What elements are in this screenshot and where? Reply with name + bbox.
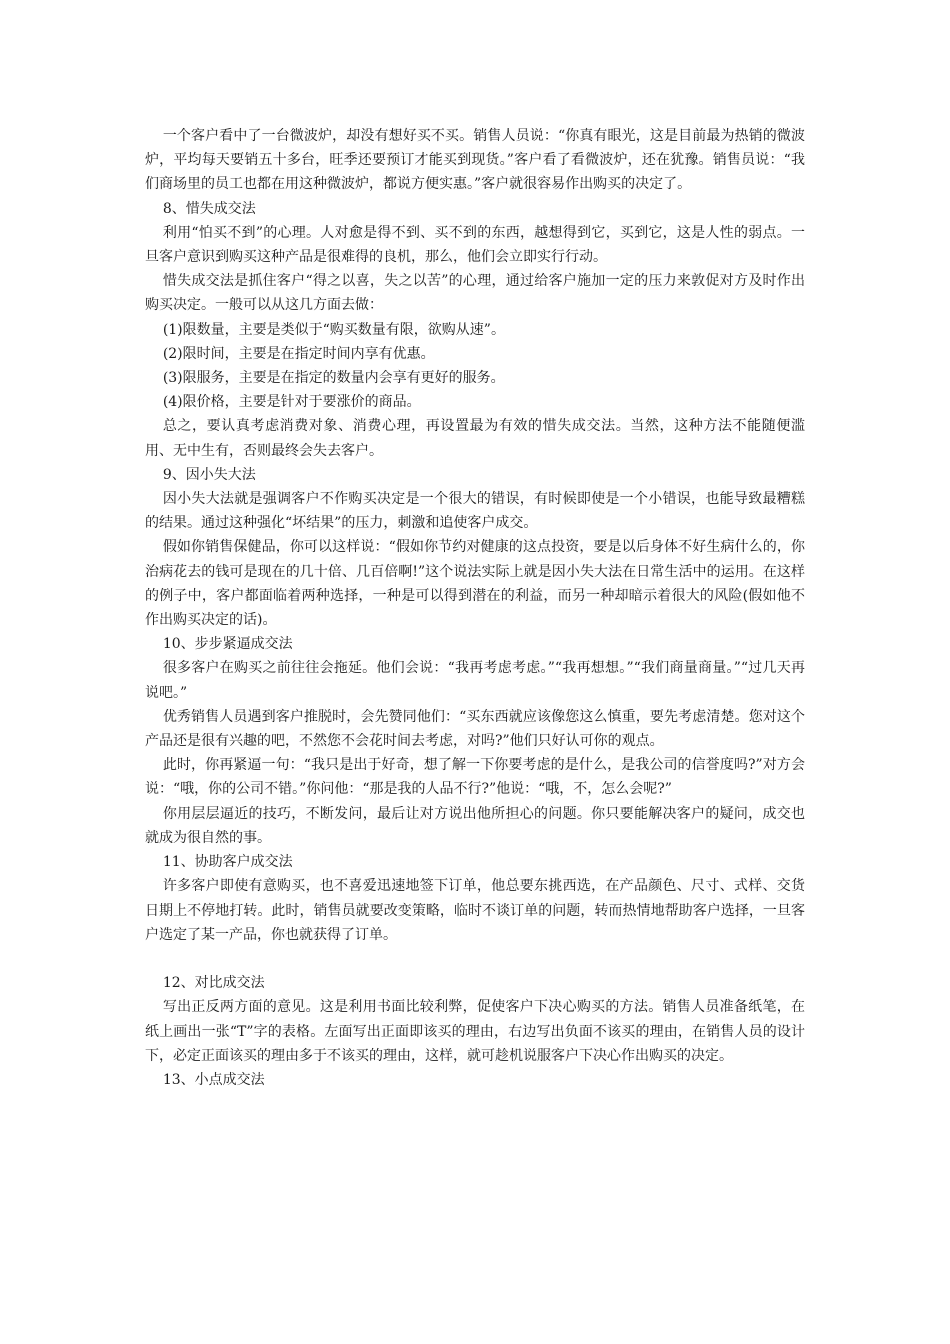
paragraph-assist-selection: 许多客户即使有意购买，也不喜爱迅速地签下订单，他总要东挑西选，在产品颜色、尺寸、式样、交货日期上不停地打转。此时，销售员就要改变策略，临时不谈订单的问题，转而热情地帮助客户选择，一旦客户选定了某一产品，你也就获得了订单。 — [145, 878, 805, 943]
list-item-limit-time: (2)限时间，主要是在指定时间内享有优惠。 — [162, 345, 435, 362]
paragraph-press-question: 此时，你再紧逼一句：“我只是出于好奇，想了解一下你要考虑的是什么，是我公司的信誉度吗?”对方会说：“哦，你的公司不错。”你问他：“那是我的人品不行?”他说：“哦，不，怎么会呢?” — [145, 757, 805, 798]
paragraph-microwave-example: 一个客户看中了一台微波炉，却没有想好买不买。销售人员说：“你真有眼光，这是目前最为热销的微波炉，平均每天要销五十多台，旺季还要预订才能买到现货。”客户看了看微波炉，还在犹豫。销售员说：“我们商场里的员工也都在用这种微波炉，都说方便实惠。”客户就很容易作出购买的决定了。 — [145, 128, 805, 193]
list-item-limit-price: (4)限价格，主要是针对于要涨价的商品。 — [162, 394, 421, 411]
paragraph-fear-method-intro: 惜失成交法是抓住客户“得之以喜，失之以苦”的心理，通过给客户施加一定的压力来敦促对方及时作出购买决定。一般可以从这几方面去做： — [145, 273, 805, 314]
document-page — [145, 124, 805, 1092]
paragraph-fear-summary: 总之，要认真考虑消费对象、消费心理，再设置最为有效的惜失成交法。当然，这种方法不能随便滥用、无中生有，否则最终会失去客户。 — [145, 418, 805, 459]
heading-10-step-by-step: 10、步步紧逼成交法 — [162, 636, 293, 653]
list-item-limit-service: (3)限服务，主要是在指定的数量内会享有更好的服务。 — [162, 370, 505, 387]
list-item-limit-quantity: (1)限数量，主要是类似于“购买数量有限，欲购从速”。 — [162, 321, 505, 338]
paragraph-customer-delay: 很多客户在购买之前往往会拖延。他们会说：“我再考虑考虑。”“我再想想。”“我们商量商量。”“过几天再说吧。” — [145, 660, 805, 701]
paragraph-health-product-example: 假如你销售保健品，你可以这样说：“假如你节约对健康的这点投资，要是以后身体不好生病什么的，你治病花去的钱可是现在的几十倍、几百倍啊!”这个说法实际上就是因小失大法在日常生活中的运用。在这样的例子中，客户都面临着两种选择，一种是可以得到潜在的利益，而另一种却暗示着很大的风险(假如他不作出购买决定的话)。 — [145, 539, 805, 629]
paragraph-fear-of-missing: 利用“怕买不到”的心理。人对愈是得不到、买不到的东西，越想得到它，买到它，这是人性的弱点。一旦客户意识到购买这种产品是很难得的良机，那么，他们会立即实行行动。 — [145, 224, 805, 266]
blank-line — [145, 947, 805, 971]
heading-12-comparison: 12、对比成交法 — [162, 975, 265, 992]
paragraph-small-loss-definition: 因小失大法就是强调客户不作购买决定是一个很大的错误，有时候即使是一个小错误，也能导致最糟糕的结果。通过这种强化“坏结果”的压力，刺激和追使客户成交。 — [145, 491, 805, 532]
heading-11-assist-customer: 11、协助客户成交法 — [162, 854, 293, 871]
heading-13-small-point: 13、小点成交法 — [162, 1071, 265, 1088]
heading-8-fear-of-loss: 8、惜失成交法 — [162, 200, 256, 217]
paragraph-agree-first: 优秀销售人员遇到客户推脱时，会先赞同他们：“买东西就应该像您这么慎重，要先考虑清楚。您对这个产品还是很有兴趣的吧，不然您不会花时间去考虑，对吗?”他们只好认可你的观点。 — [145, 708, 805, 750]
heading-9-small-loss: 9、因小失大法 — [162, 466, 256, 483]
paragraph-solve-concern: 你用层层逼近的技巧，不断发问，最后让对方说出他所担心的问题。你只要能解决客户的疑问，成交也就成为很自然的事。 — [145, 805, 805, 846]
paragraph-t-chart-method: 写出正反两方面的意见。这是利用书面比较利弊，促使客户下决心购买的方法。销售人员准备纸笔，在纸上画出一张“T”字的表格。左面写出正面即该买的理由，右边写出负面不该买的理由，在销售人员的设计下，必定正面该买的理由多于不该买的理由，这样，就可趁机说服客户下决心作出购买的决定。 — [145, 999, 805, 1064]
